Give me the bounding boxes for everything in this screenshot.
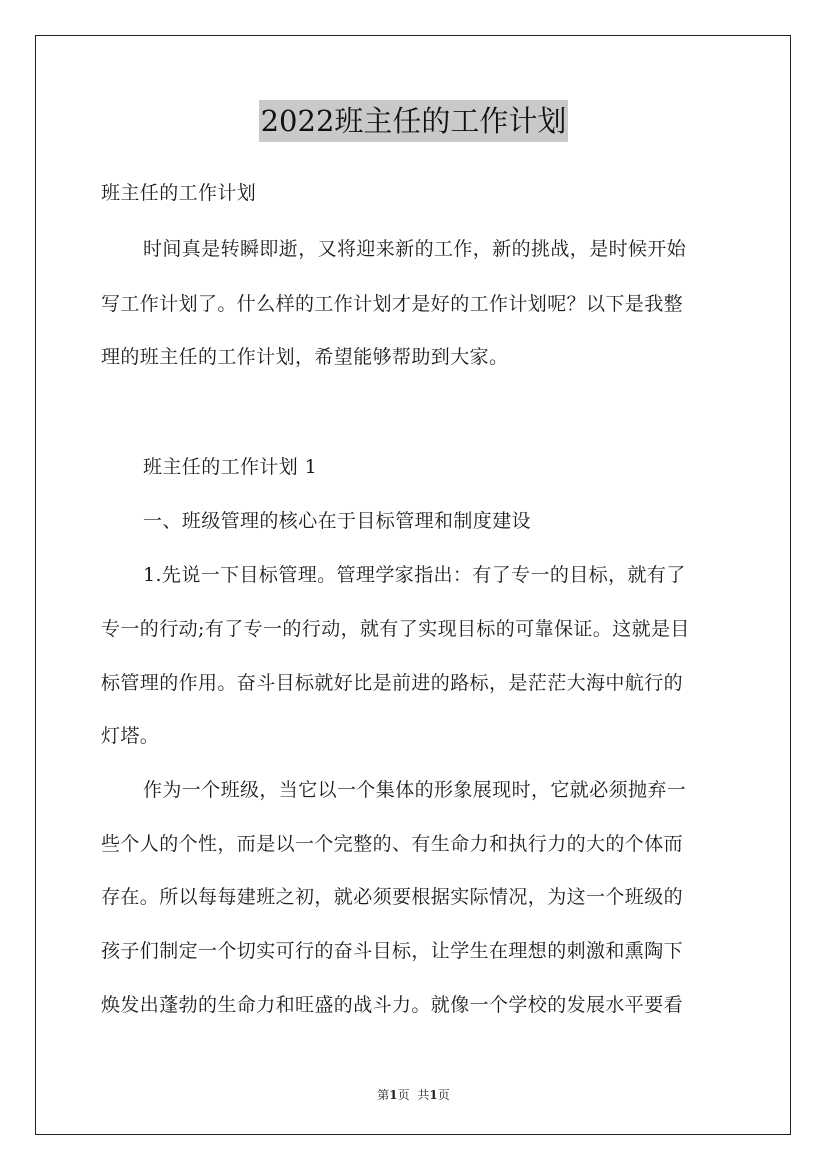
paragraph-line: 些个人的个性，而是以一个完整的、有生命力和执行力的大的个体而 [101, 833, 684, 855]
paragraph-line: 专一的行动;有了专一的行动，就有了实现目标的可靠保证。这就是目 [101, 618, 690, 640]
paragraph-line: 理的班主任的工作计划，希望能够帮助到大家。 [101, 346, 509, 368]
paragraph-line: 1.先说一下目标管理。管理学家指出：有了专一的目标，就有了 [143, 564, 686, 586]
paragraph-line: 作为一个班级，当它以一个集体的形象展现时，它就必须抛弃一 [143, 779, 687, 801]
footer-total-suffix: 页 [437, 1088, 450, 1102]
paragraph-line: 标管理的作用。奋斗目标就好比是前进的路标，是茫茫大海中航行的 [101, 672, 684, 694]
footer-total-prefix: 共 [417, 1088, 430, 1102]
paragraph-line: 焕发出蓬勃的生命力和旺盛的战斗力。就像一个学校的发展水平要看 [101, 994, 684, 1016]
paragraph-line: 写工作计划了。什么样的工作计划才是好的工作计划呢？以下是我整 [101, 293, 684, 315]
paragraph-line: 存在。所以每每建班之初，就必须要根据实际情况，为这一个班级的 [101, 886, 684, 908]
section-subheading: 一、班级管理的核心在于目标管理和制度建设 [143, 510, 532, 532]
title-wrap [0, 100, 827, 142]
paragraph-line: 时间真是转瞬即逝，又将迎来新的工作，新的挑战，是时候开始 [143, 238, 687, 260]
footer-page-prefix: 第 [377, 1088, 390, 1102]
paragraph-line: 孩子们制定一个切实可行的奋斗目标，让学生在理想的刺激和熏陶下 [101, 940, 684, 962]
footer-total-number: 1 [429, 1088, 438, 1102]
section-heading: 班主任的工作计划 1 [143, 456, 318, 478]
document-title: 2022班主任的工作计划 [259, 100, 569, 142]
footer-page-number: 1 [389, 1088, 398, 1102]
paragraph-line: 灯塔。 [101, 725, 160, 747]
document-subtitle: 班主任的工作计划 [101, 182, 257, 204]
page-footer [0, 1086, 827, 1103]
footer-page-suffix: 页 [397, 1088, 410, 1102]
